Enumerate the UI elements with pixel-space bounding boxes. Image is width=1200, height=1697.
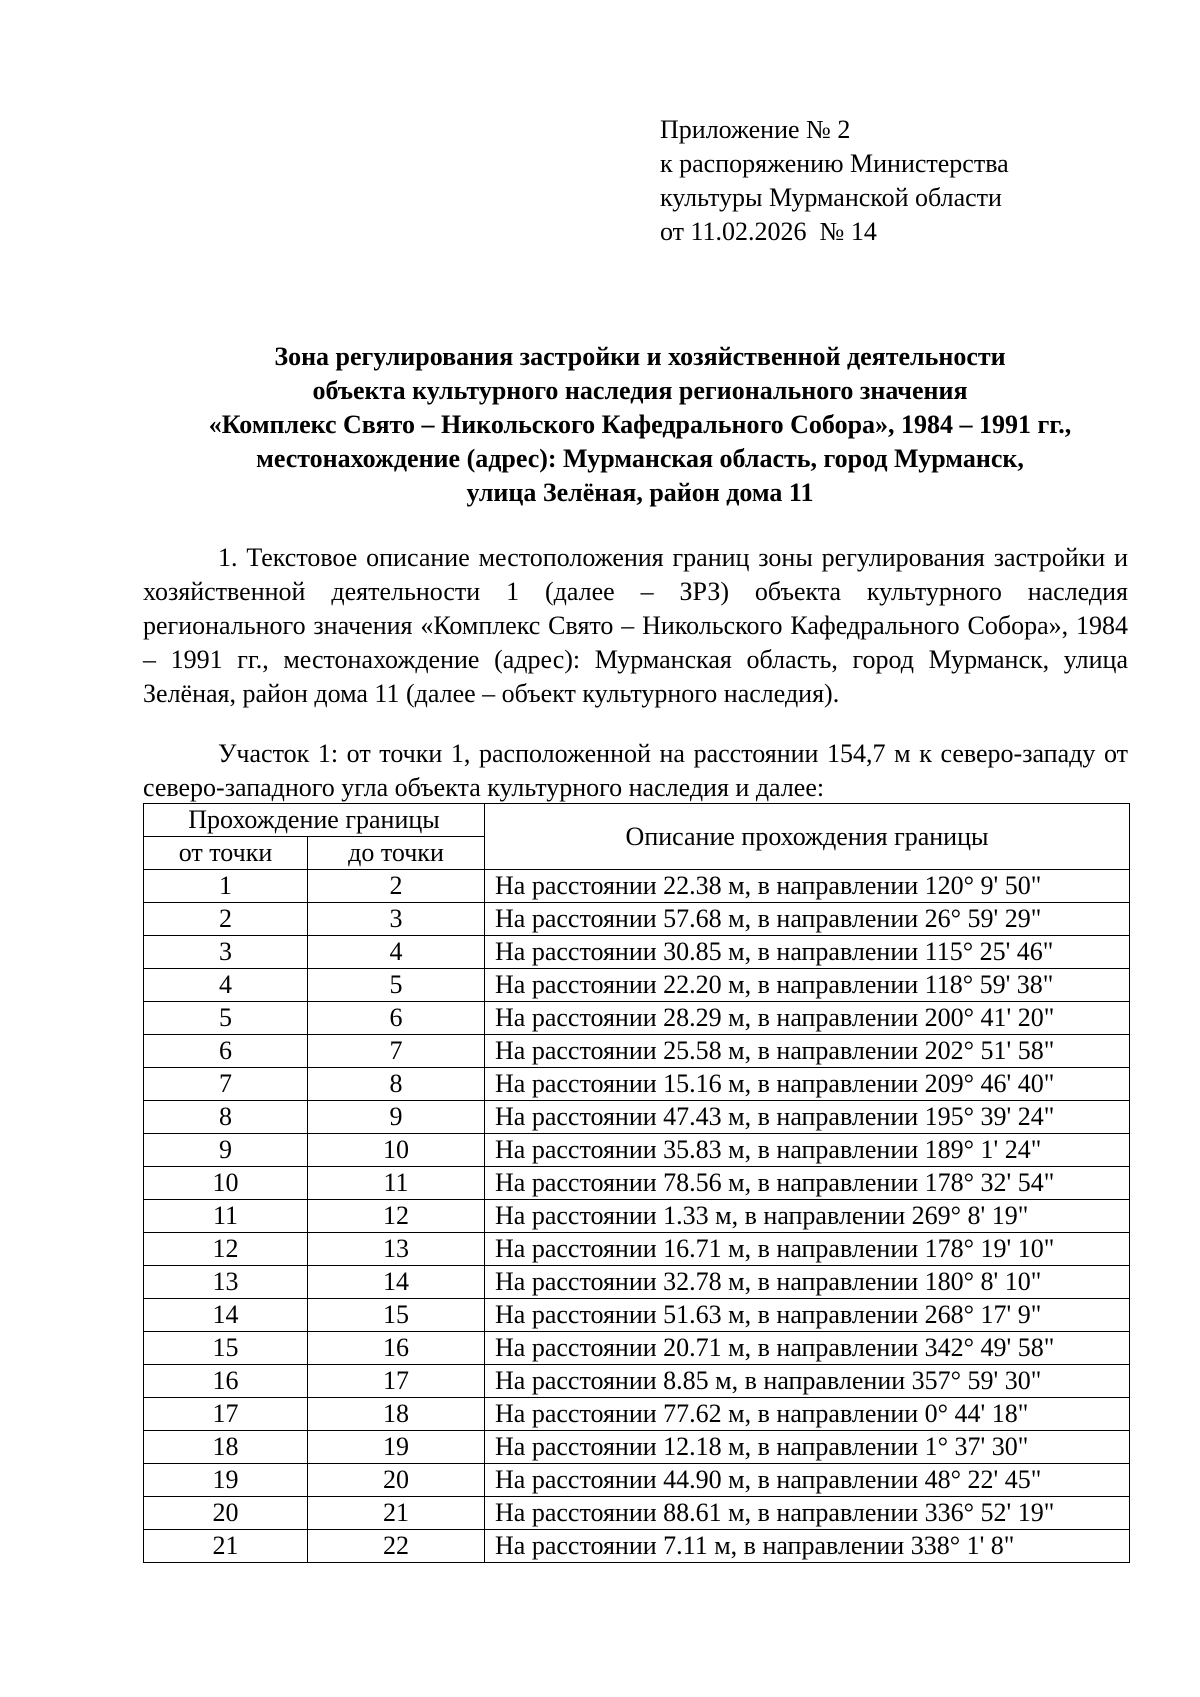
to-point-cell: 22 (308, 1530, 485, 1563)
table-row (144, 1200, 1130, 1233)
to-point-cell: 12 (308, 1200, 485, 1233)
table-row (144, 1299, 1130, 1332)
from-point-cell: 20 (144, 1497, 308, 1530)
description-cell: На расстоянии 30.85 м, в направлении 115° 25' 46" (485, 936, 1130, 969)
description-cell: На расстоянии 15.16 м, в направлении 209° 46' 40" (485, 1068, 1130, 1101)
to-point-cell: 11 (308, 1167, 485, 1200)
appendix-line: к распоряжению Министерства (660, 149, 1009, 178)
from-point-cell: 21 (144, 1530, 308, 1563)
from-point-cell: 1 (144, 870, 308, 903)
document-title (140, 340, 1140, 510)
to-point-cell: 8 (308, 1068, 485, 1101)
table-row (144, 870, 1130, 903)
appendix-line: культуры Мурманской области (660, 183, 1002, 212)
description-cell: На расстоянии 77.62 м, в направлении 0° 44' 18" (485, 1398, 1130, 1431)
to-point-cell: 21 (308, 1497, 485, 1530)
to-point-cell: 20 (308, 1464, 485, 1497)
to-point-cell: 17 (308, 1365, 485, 1398)
header-from: от точки (144, 837, 308, 870)
title-line: местонахождение (адрес): Мурманская область, город Мурманск, (256, 444, 1024, 473)
from-point-cell: 12 (144, 1233, 308, 1266)
description-cell: На расстоянии 28.29 м, в направлении 200° 41' 20" (485, 1002, 1130, 1035)
from-point-cell: 4 (144, 969, 308, 1002)
to-point-cell: 16 (308, 1332, 485, 1365)
from-point-cell: 5 (144, 1002, 308, 1035)
header-to: до точки (308, 837, 485, 870)
paragraph-description: 1. Текстовое описание местоположения границ зоны регулирования застройки и хозяйственной деятельности 1 (далее – ЗРЗ) объекта культурного наследия регионального значения «Комплекс Свято – Никольского Кафедрального Собора», 1984 – 1991 гг., местонахождение (адрес): Мурманская область, город Мурманск, улица Зелёная, район дома 11 (далее – объект культурного наследия). (143, 543, 1128, 708)
description-cell: На расстоянии 20.71 м, в направлении 342° 49' 58" (485, 1332, 1130, 1365)
from-point-cell: 13 (144, 1266, 308, 1299)
from-point-cell: 16 (144, 1365, 308, 1398)
to-point-cell: 2 (308, 870, 485, 903)
table-row (144, 1101, 1130, 1134)
header-description: Описание прохождения границы (485, 804, 1130, 870)
to-point-cell: 10 (308, 1134, 485, 1167)
to-point-cell: 14 (308, 1266, 485, 1299)
description-cell: На расстоянии 32.78 м, в направлении 180° 8' 10" (485, 1266, 1130, 1299)
table-row (144, 1530, 1130, 1563)
table-row (144, 1266, 1130, 1299)
appendix-line: от 11.02.2026 № 14 (660, 217, 877, 246)
table-row (144, 1002, 1130, 1035)
paragraph-section-1: Участок 1: от точки 1, расположенной на расстоянии 154,7 м к северо-западу от северо-западного угла объекта культурного наследия и далее: (143, 739, 1128, 802)
from-point-cell: 18 (144, 1431, 308, 1464)
from-point-cell: 15 (144, 1332, 308, 1365)
title-line: объекта культурного наследия регионального значения (312, 376, 968, 405)
description-cell: На расстоянии 35.83 м, в направлении 189° 1' 24" (485, 1134, 1130, 1167)
description-cell: На расстоянии 78.56 м, в направлении 178° 32' 54" (485, 1167, 1130, 1200)
from-point-cell: 10 (144, 1167, 308, 1200)
to-point-cell: 15 (308, 1299, 485, 1332)
table-row (144, 1167, 1130, 1200)
to-point-cell: 19 (308, 1431, 485, 1464)
to-point-cell: 3 (308, 903, 485, 936)
from-point-cell: 8 (144, 1101, 308, 1134)
to-point-cell: 5 (308, 969, 485, 1002)
title-line: «Комплекс Свято – Никольского Кафедрального Собора», 1984 – 1991 гг., (208, 410, 1072, 439)
description-cell: На расстоянии 22.20 м, в направлении 118° 59' 38" (485, 969, 1130, 1002)
from-point-cell: 3 (144, 936, 308, 969)
table-row (144, 1332, 1130, 1365)
description-cell: На расстоянии 51.63 м, в направлении 268° 17' 9" (485, 1299, 1130, 1332)
table-row (144, 1431, 1130, 1464)
description-cell: На расстоянии 44.90 м, в направлении 48° 22' 45" (485, 1464, 1130, 1497)
description-cell: На расстоянии 57.68 м, в направлении 26° 59' 29" (485, 903, 1130, 936)
description-cell: На расстоянии 22.38 м, в направлении 120° 9' 50" (485, 870, 1130, 903)
from-point-cell: 7 (144, 1068, 308, 1101)
description-cell: На расстоянии 16.71 м, в направлении 178° 19' 10" (485, 1233, 1130, 1266)
description-cell: На расстоянии 7.11 м, в направлении 338° 1' 8" (485, 1530, 1130, 1563)
to-point-cell: 7 (308, 1035, 485, 1068)
table-row (144, 936, 1130, 969)
title-line: улица Зелёная, район дома 11 (466, 478, 814, 507)
boundary-table (143, 803, 1130, 1563)
to-point-cell: 6 (308, 1002, 485, 1035)
description-cell: На расстоянии 8.85 м, в направлении 357° 59' 30" (485, 1365, 1130, 1398)
to-point-cell: 9 (308, 1101, 485, 1134)
table-row (144, 1035, 1130, 1068)
description-cell: На расстоянии 25.58 м, в направлении 202° 51' 58" (485, 1035, 1130, 1068)
description-cell: На расстоянии 88.61 м, в направлении 336° 52' 19" (485, 1497, 1130, 1530)
from-point-cell: 17 (144, 1398, 308, 1431)
table-row (144, 1497, 1130, 1530)
table-row (144, 1233, 1130, 1266)
table-row (144, 903, 1130, 936)
from-point-cell: 14 (144, 1299, 308, 1332)
from-point-cell: 19 (144, 1464, 308, 1497)
table-row (144, 1134, 1130, 1167)
description-cell: На расстоянии 12.18 м, в направлении 1° 37' 30" (485, 1431, 1130, 1464)
table-row (144, 1365, 1130, 1398)
table-body (144, 870, 1130, 1563)
description-cell: На расстоянии 47.43 м, в направлении 195° 39' 24" (485, 1101, 1130, 1134)
from-point-cell: 2 (144, 903, 308, 936)
table-row (144, 1398, 1130, 1431)
from-point-cell: 6 (144, 1035, 308, 1068)
from-point-cell: 11 (144, 1200, 308, 1233)
to-point-cell: 4 (308, 936, 485, 969)
appendix-header (660, 113, 1009, 249)
title-line: Зона регулирования застройки и хозяйственной деятельности (274, 342, 1006, 371)
to-point-cell: 18 (308, 1398, 485, 1431)
table-row (144, 1464, 1130, 1497)
table-row (144, 1068, 1130, 1101)
header-group: Прохождение границы (144, 804, 485, 837)
from-point-cell: 9 (144, 1134, 308, 1167)
to-point-cell: 13 (308, 1233, 485, 1266)
description-cell: На расстоянии 1.33 м, в направлении 269° 8' 19" (485, 1200, 1130, 1233)
table-row (144, 969, 1130, 1002)
appendix-line: Приложение № 2 (660, 115, 851, 144)
